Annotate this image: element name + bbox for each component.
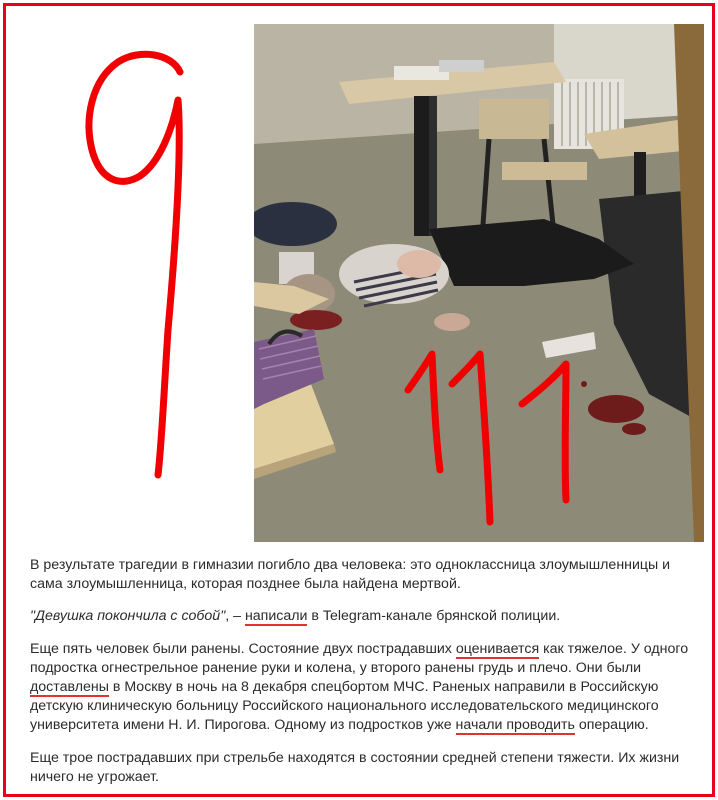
quote-dash: , – [225, 608, 245, 625]
link-assessed[interactable]: оценивается [455, 640, 540, 657]
p3-text-3: в Москву в ночь на 8 декабря спецбортом МЧС. Раненых направили в Российскую детскую клиническую больницу Российского национального исследовательского медицинского университета имени Н. И. Пирогова. Одному из подростков уже [30, 679, 659, 734]
paragraph-3 [30, 640, 700, 736]
paragraph-2 [30, 607, 700, 626]
p3-text-1: Еще пять человек были ранены. Состояние двух пострадавших [30, 640, 456, 657]
left-panel [6, 6, 254, 542]
p3-text-2: как тяжелое. У одного подростка огнестрельное ранение руки и колена, у второго ранены грудь и плечо. Они были [30, 640, 689, 676]
paragraph-2-rest: в Telegram-канале брянской полиции. [307, 608, 561, 625]
news-photo [254, 24, 704, 542]
p3-text-4: операцию. [574, 717, 649, 734]
link-operation[interactable]: начали проводить [455, 717, 575, 734]
paragraph-4: Еще трое пострадавших при стрельбе находятся в состоянии средней степени тяжести. Их жизни ничего не угрожает. [30, 749, 680, 785]
link-wrote[interactable]: написали [244, 608, 308, 625]
link-delivered[interactable]: доставлены [30, 679, 109, 696]
article-body [30, 556, 700, 787]
paragraph-1: В результате трагедии в гимназии погибло два человека: это одноклассница злоумышленницы и сама злоумышленница, которая позднее была найдена мертвой. [30, 557, 671, 593]
police-quote: "Девушка покончила с собой" [30, 608, 226, 625]
